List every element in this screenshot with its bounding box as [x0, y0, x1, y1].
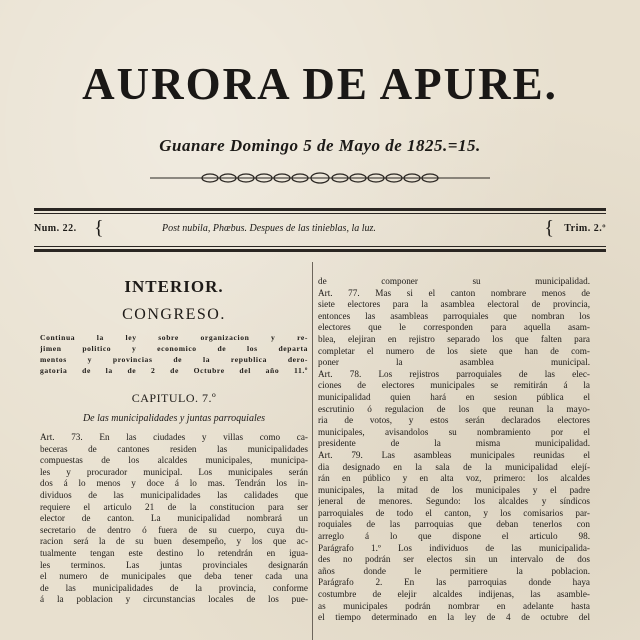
text-line: elector de canton. La municipalidad nombrará un [40, 513, 308, 524]
rule-bottom-thick [34, 249, 606, 252]
text-line: Art. 73. En las ciudades y villas como ca- [40, 432, 308, 442]
text-line: dia designado en la sala de la municipalidad elejí- [318, 461, 590, 472]
text-line: de componer su municipalidad. [318, 276, 590, 286]
text-line: Art. 79. Las asambleas municipales reunidas el [318, 449, 590, 460]
left-column [40, 270, 308, 606]
text-line: requiere el articulo 21 de la constitucion para ser [40, 501, 308, 512]
text-line: jimen politico y economico de los departa [40, 344, 308, 353]
text-line: siete electores para la asamblea electoral de provincia, [318, 299, 590, 310]
text-line: años donde le permitiere la poblacion. [318, 565, 590, 576]
text-line: rán en público y en alta voz, primero: los alcaldes [318, 473, 590, 484]
text-line: les y procurador municipal. Los municipales serán [40, 466, 308, 477]
right-body [318, 276, 590, 624]
text-line: mentos y provincias de la republica dero- [40, 355, 308, 364]
ornament-divider [150, 172, 490, 184]
text-line: municipalidad quien hará en sesion pública el [318, 391, 590, 402]
text-line: electores que le corresponden para aquella asam- [318, 322, 590, 333]
chapter-subheading: De las municipalidades y juntas parroquiales [82, 413, 266, 424]
text-line: dos á lo menos y doce á lo mas. Tendrán los in- [40, 478, 308, 489]
text-line: les terminos. Las juntas provinciales designarán [40, 559, 308, 570]
rule-bottom-thin [34, 246, 606, 247]
text-line: costumbre de elejir alcaldes indijenas, las asamble- [318, 589, 590, 600]
text-line: jeneral de menores. Segundo: los alcaldes y síndicos [318, 496, 590, 507]
text-line: escrutinio ó regulacion de los que reunan la mayo- [318, 403, 590, 414]
masthead-title: AURORA DE APURE. [82, 59, 558, 109]
text-line: beceras de cantones residen las municipalidades [40, 443, 308, 454]
text-line: poner la asamblea municipal. [318, 357, 590, 368]
brace-right: { [544, 217, 554, 239]
text-line: municipales, la mitad de los municipales y el padre [318, 484, 590, 495]
text-line: ciones de electores municipales se remitirán á la [318, 380, 590, 391]
text-line: arreglo á lo que dispone el articulo 98. [318, 531, 590, 542]
text-line: roquiales de las parroquias que deban tenerlos con [318, 519, 590, 530]
text-line: el numero de municipales que deba tener cada una [40, 571, 308, 582]
text-line: Parágrafo 2. En las parroquias donde haya [318, 577, 590, 588]
text-line: gatoria de la de 2 de Octubre del año 11.º [40, 366, 308, 375]
law-summary [40, 332, 308, 376]
rule-top-thin [34, 213, 606, 214]
text-line: parroquiales de todo el canton, y los comisarios par- [318, 507, 590, 518]
trimester: Trim. 2.º [564, 223, 606, 234]
dateline: Guanare Domingo 5 de Mayo de 1825.=15. [159, 136, 481, 155]
section-heading: INTERIOR. [124, 277, 224, 296]
brace-left: { [94, 217, 104, 239]
left-body [40, 432, 308, 606]
column-divider [312, 262, 313, 640]
text-line: racion será la de su buen desempeño, y los que ac- [40, 536, 308, 547]
text-line: de las municipalidades de la provincia, conforme [40, 582, 308, 593]
text-line: Art. 78. Los rejistros parroquiales de las elec- [318, 368, 590, 379]
text-line: á la poblacion y circunstancias locales de los pue- [40, 594, 308, 605]
congreso-heading: CONGRESO. [122, 306, 226, 323]
chapter-heading: CAPITULO. 7.º [131, 391, 217, 405]
text-line: dividuos de las municipalidades las calidades que [40, 489, 308, 500]
motto: Post nubila, Phœbus. Despues de las tinieblas, la luz. [162, 223, 376, 234]
issue-number: Num. 22. [34, 223, 77, 234]
rule-top-thick [34, 208, 606, 211]
text-line: el tiempo determinado en la ley de 4 de octubre del [318, 612, 590, 623]
text-line: as municipales podrán nombrar en adelante hasta [318, 600, 590, 611]
text-line: entonces las asambleas parroquiales que nombran los [318, 310, 590, 321]
text-line: Continua la ley sobre organizacion y re- [40, 333, 308, 342]
text-line: ria de votos, y estos serán declarados electores [318, 415, 590, 426]
text-line: presidente de la misma municipalidad. [318, 438, 590, 449]
text-line: completar el numero de los siete que han de com- [318, 345, 590, 356]
right-column [318, 276, 590, 624]
text-line: secretario de dentro ó fuera de su cuerpo, cuya du- [40, 524, 308, 535]
text-line: blea, elejiran en rejistro separado los que falten para [318, 333, 590, 344]
text-line: Art. 77. Mas si el canton nombrare menos de [318, 287, 590, 298]
text-line: des no podrán ser electos sin un intervalo de dos [318, 554, 590, 565]
text-line: tualmente tengan este destino lo retendrán en igua- [40, 547, 308, 558]
issue-info-bar [34, 218, 606, 242]
text-line: Parágrafo 1.º Los individuos de las municipalida- [318, 542, 590, 553]
text-line: compuestas de los alcaldes municipales, municipa- [40, 455, 308, 466]
text-line: municipales, avisandolos su nombramiento por el [318, 426, 590, 437]
